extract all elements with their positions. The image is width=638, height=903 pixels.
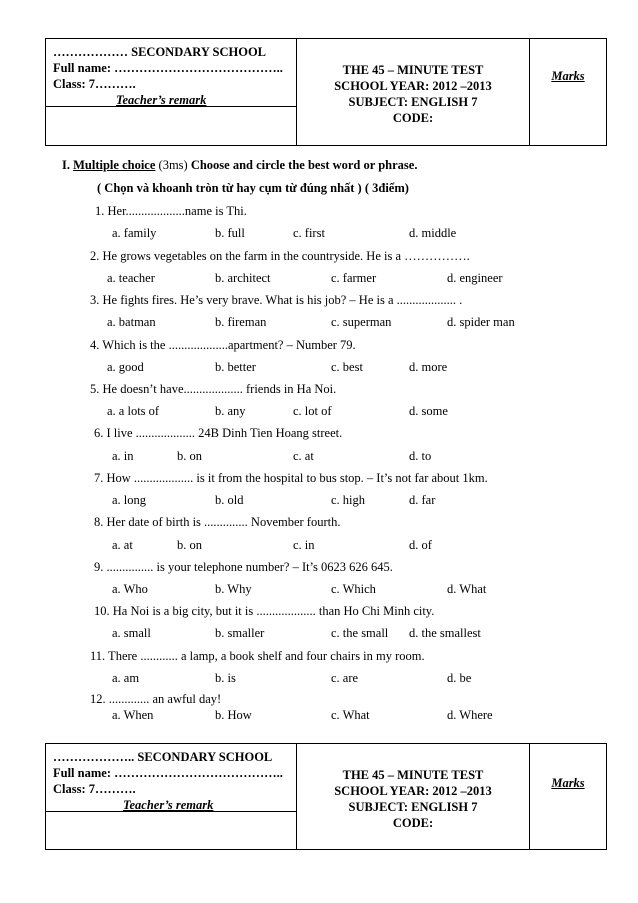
option[interactable]: c. the small (331, 626, 389, 640)
option[interactable]: a. am (112, 671, 140, 685)
option[interactable]: d. Where (447, 708, 493, 722)
option[interactable]: c. lot of (293, 404, 332, 418)
option[interactable]: c. farmer (331, 271, 377, 285)
option[interactable]: d. far (409, 493, 436, 507)
marks-label: Marks (551, 69, 585, 83)
student-info-fields (46, 39, 296, 107)
option[interactable]: b. on (177, 538, 202, 552)
option[interactable]: b. fireman (215, 315, 267, 329)
student-info-cell (46, 39, 297, 145)
option[interactable]: c. What (331, 708, 370, 722)
question-stem: 12. ............. an awful day! (90, 692, 222, 706)
code-label: CODE: (392, 111, 434, 125)
option[interactable]: c. Which (331, 582, 376, 596)
question-stem: 6. I live ................... 24B Dinh Tien Hoang street. (94, 426, 343, 440)
option[interactable]: a. long (112, 493, 147, 507)
option[interactable]: d. of (409, 538, 432, 552)
question-stem: 3. He fights fires. He’s very brave. What is his job? – He is a ................... . (90, 293, 463, 307)
subject: SUBJECT: ENGLISH 7 (348, 800, 478, 814)
option[interactable]: a. Who (112, 582, 148, 596)
option[interactable]: d. some (409, 404, 448, 418)
option[interactable]: c. first (293, 226, 325, 240)
option[interactable]: a. family (112, 226, 157, 240)
question-stem: 8. Her date of birth is .............. November fourth. (94, 515, 341, 529)
marks-cell (530, 39, 606, 145)
option[interactable]: c. superman (331, 315, 392, 329)
option[interactable]: c. in (293, 538, 315, 552)
option[interactable]: c. best (331, 360, 363, 374)
class-field: Class: 7………. (53, 782, 136, 796)
section-number: I. (62, 158, 70, 172)
option[interactable]: a. batman (107, 315, 156, 329)
option[interactable]: b. smaller (215, 626, 265, 640)
option[interactable]: d. the smallest (409, 626, 481, 640)
teacher-remark-label: Teacher’s remark (123, 798, 214, 812)
option[interactable]: a. When (112, 708, 154, 722)
full-name-field: Full name: ………………………………….. (53, 61, 283, 75)
option[interactable]: b. better (215, 360, 256, 374)
question-stem: 2. He grows vegetables on the farm in the countryside. He is a ……………. (90, 249, 470, 263)
code-label: CODE: (392, 816, 434, 830)
option[interactable]: d. be (447, 671, 472, 685)
option[interactable]: a. good (107, 360, 144, 374)
option[interactable]: b. any (215, 404, 246, 418)
option[interactable]: d. to (409, 449, 432, 463)
school-year: SCHOOL YEAR: 2012 –2013 (334, 784, 492, 798)
option[interactable]: b. architect (215, 271, 271, 285)
option[interactable]: c. high (331, 493, 366, 507)
option[interactable]: a. teacher (107, 271, 155, 285)
header-box-top (45, 38, 607, 146)
question-stem: 10. Ha Noi is a big city, but it is ................... than Ho Chi Minh city. (94, 604, 435, 618)
option[interactable]: a. in (112, 449, 134, 463)
test-title: THE 45 – MINUTE TEST (342, 63, 484, 77)
question-stem: 1. Her...................name is Thi. (95, 204, 247, 218)
subject: SUBJECT: ENGLISH 7 (348, 95, 478, 109)
option[interactable]: d. middle (409, 226, 457, 240)
option[interactable]: a. small (112, 626, 151, 640)
header-box-bottom (45, 743, 607, 850)
option[interactable]: d. spider man (447, 315, 515, 329)
teacher-remark-label: Teacher’s remark (116, 93, 207, 107)
test-info-cell (297, 39, 530, 145)
section-instruction-vietnamese: ( Chọn và khoanh tròn từ hay cụm từ đúng nhất ) ( 3điểm) (97, 181, 409, 195)
section-heading (62, 158, 417, 173)
student-info-cell (46, 744, 297, 849)
school-year: SCHOOL YEAR: 2012 –2013 (334, 79, 492, 93)
test-title: THE 45 – MINUTE TEST (342, 768, 484, 782)
school-name: ……………….. SECONDARY SCHOOL (53, 750, 273, 764)
student-info-fields (46, 744, 296, 812)
option[interactable]: d. What (447, 582, 487, 596)
option[interactable]: c. are (331, 671, 359, 685)
question-stem: 11. There ............ a lamp, a book shelf and four chairs in my room. (90, 649, 425, 663)
option[interactable]: b. old (215, 493, 244, 507)
option[interactable]: a. a lots of (107, 404, 160, 418)
option[interactable]: c. at (293, 449, 314, 463)
section-points: (3ms) (158, 158, 188, 172)
option[interactable]: b. How (215, 708, 252, 722)
question-stem: 7. How ................... is it from the hospital to bus stop. – It’s not far about 1km. (94, 471, 488, 485)
question-stem: 5. He doesn’t have................... friends in Ha Noi. (90, 382, 337, 396)
option[interactable]: b. full (215, 226, 245, 240)
test-info-cell (297, 744, 530, 849)
option[interactable]: b. Why (215, 582, 252, 596)
school-name: ……………… SECONDARY SCHOOL (53, 45, 267, 59)
section-instruction: Choose and circle the best word or phrase. (190, 158, 418, 172)
option[interactable]: b. is (215, 671, 236, 685)
option[interactable]: a. at (112, 538, 133, 552)
option[interactable]: d. engineer (447, 271, 503, 285)
full-name-field: Full name: ………………………………….. (53, 766, 283, 780)
marks-label: Marks (551, 776, 585, 790)
marks-cell (530, 744, 606, 849)
question-stem: 4. Which is the ...................apartment? – Number 79. (90, 338, 356, 352)
section-title: Multiple choice (73, 158, 156, 172)
option[interactable]: b. on (177, 449, 202, 463)
question-stem: 9. ............... is your telephone number? – It’s 0623 626 645. (94, 560, 393, 574)
option[interactable]: d. more (409, 360, 448, 374)
class-field: Class: 7………. (53, 77, 136, 91)
